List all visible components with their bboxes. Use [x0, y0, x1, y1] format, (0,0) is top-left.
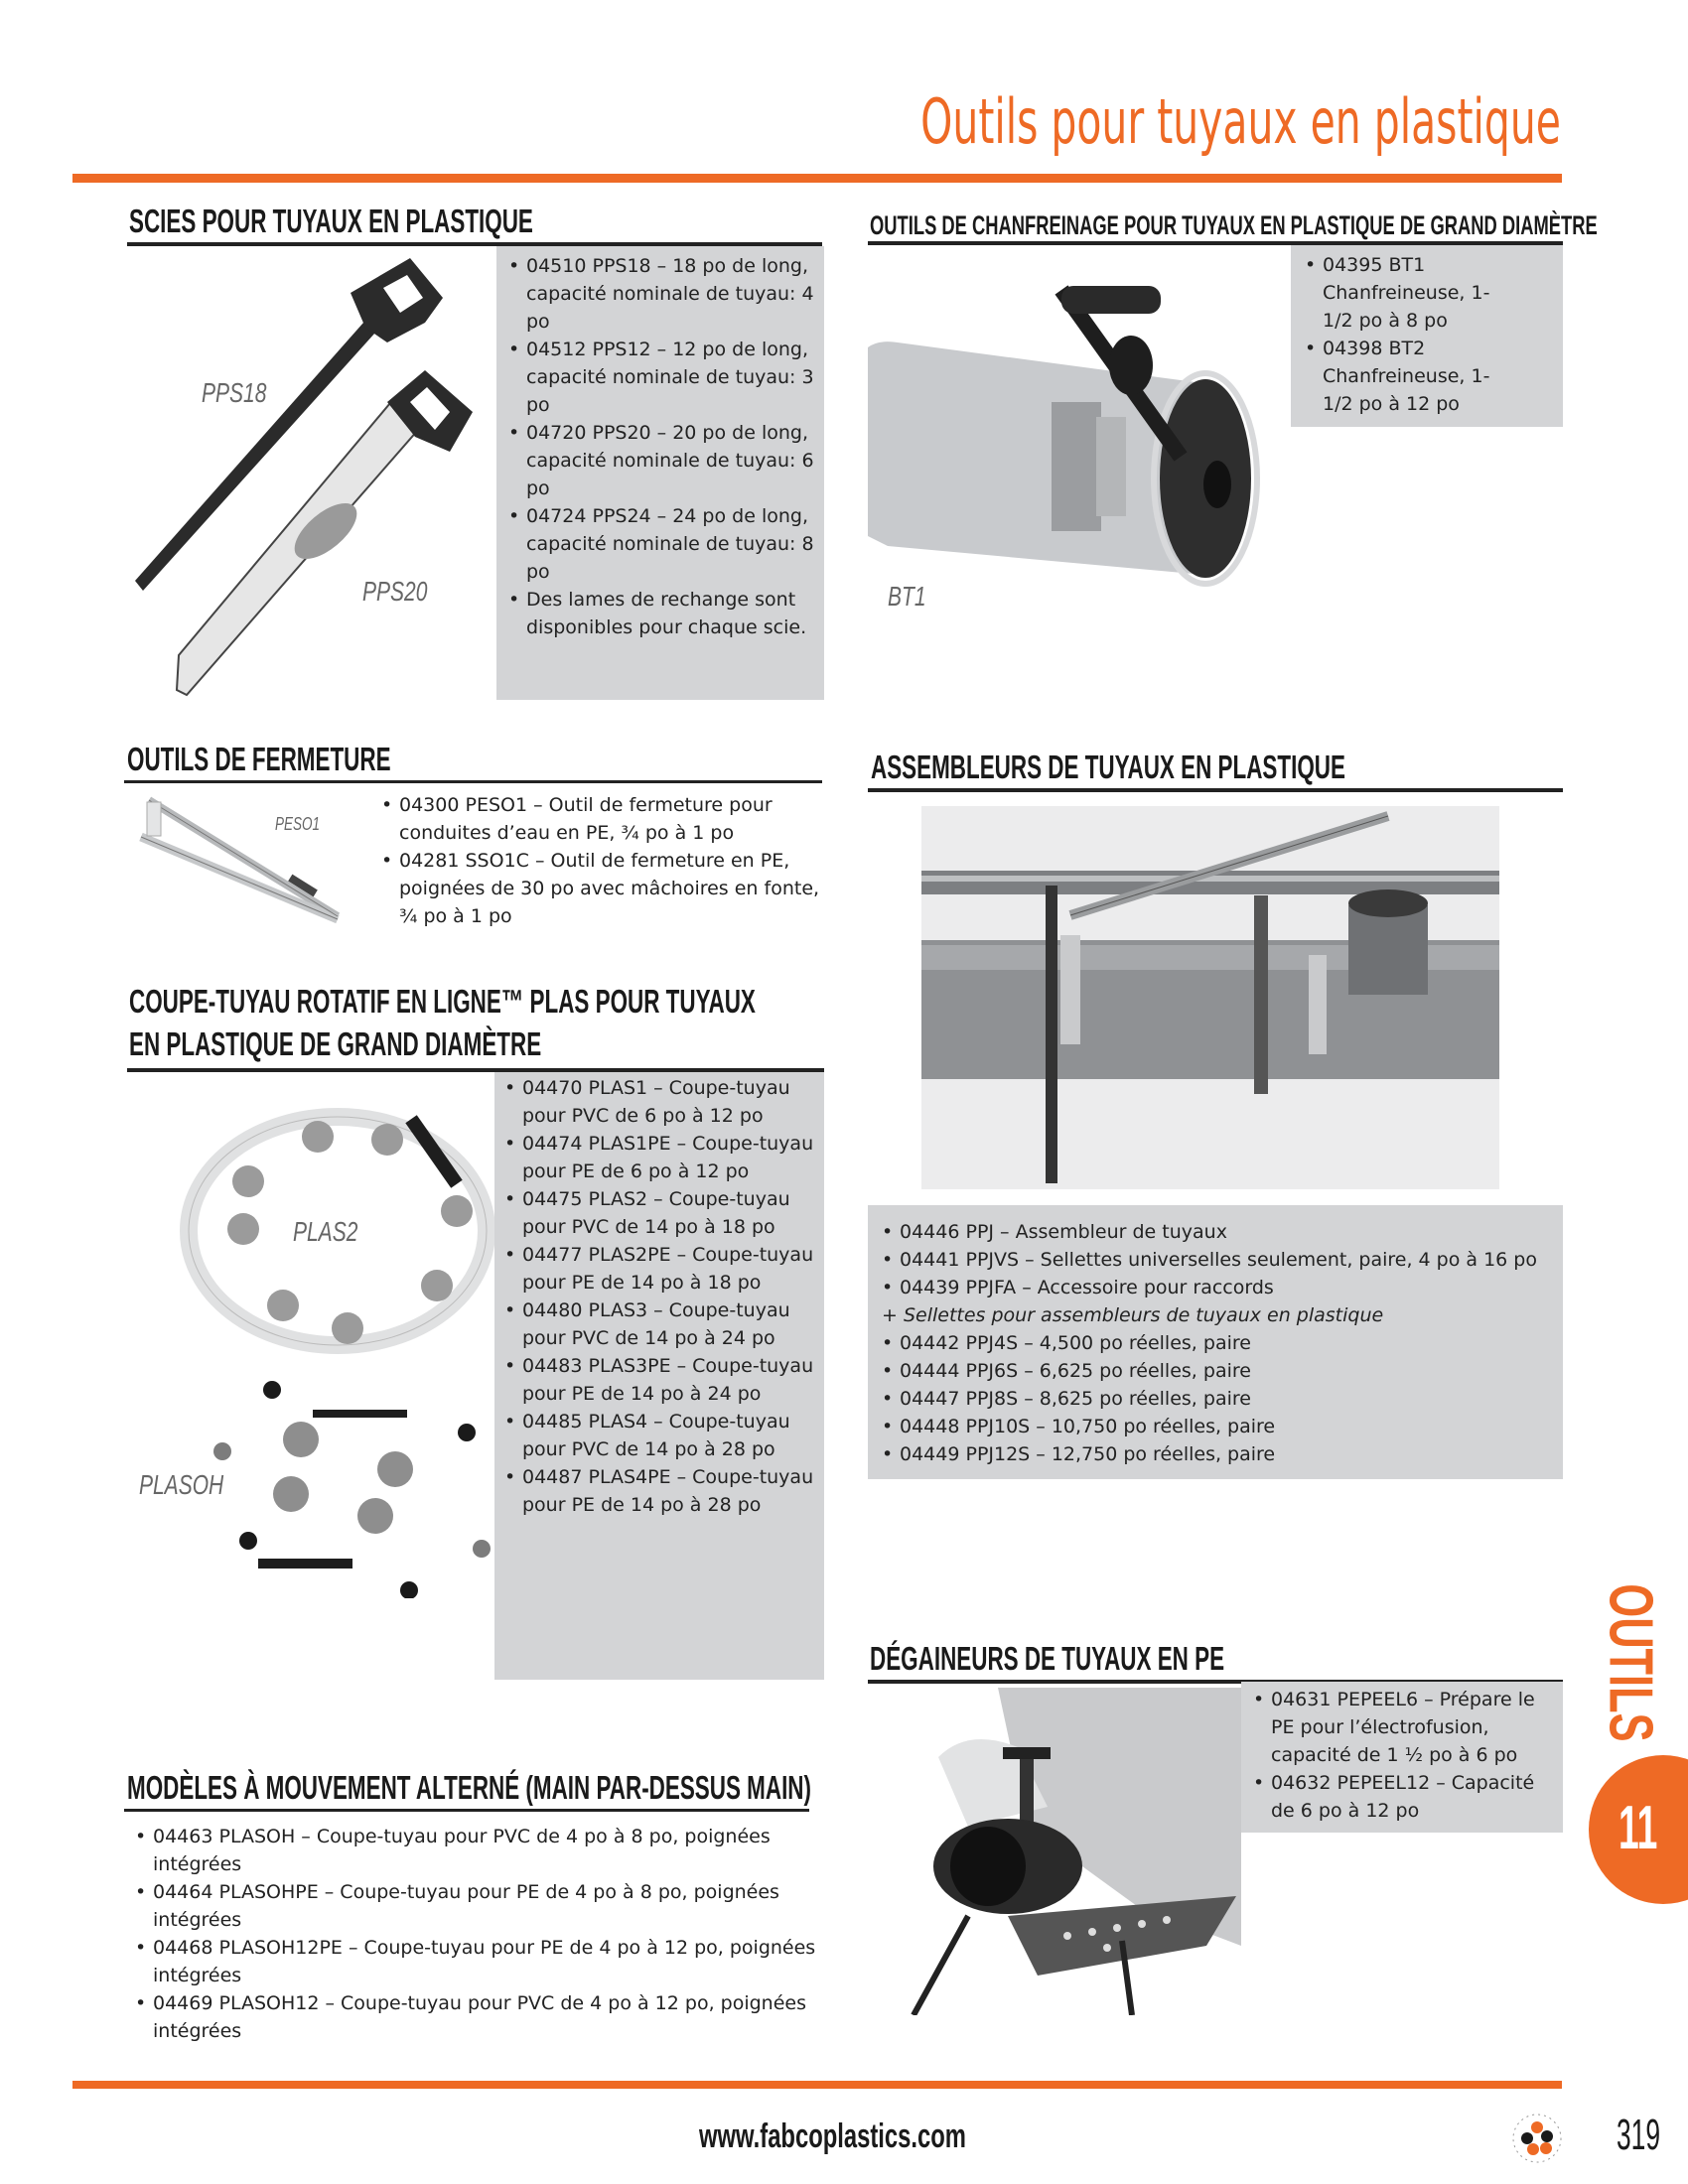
title-rule	[72, 174, 1562, 183]
list-item: • 04300 PESO1 – Outil de fermeture pour conduites d’eau en PE, ¾ po à 1 po	[377, 791, 834, 847]
saw-photo	[127, 253, 494, 700]
saws-item-list	[504, 252, 818, 641]
page-title: Outils pour tuyaux en plastique	[920, 85, 1561, 158]
chamfer-tool-illustration-icon	[868, 248, 1285, 635]
chapter-tab-label: OUTILS	[1596, 1583, 1665, 1742]
section-heading-joiners: ASSEMBLEURS DE TUYAUX EN PLASTIQUE	[871, 749, 1345, 785]
chapter-tab-badge[interactable]: 11	[1589, 1755, 1688, 1904]
pe-peeler-illustration-icon	[909, 1688, 1241, 2015]
joiners-item-box	[868, 1205, 1563, 1479]
section-heading-rotary-cutter-line1: COUPE-TUYAU ROTATIF EN LIGNE™ PLAS POUR TUYAUX	[129, 983, 756, 1020]
list-item: • 04444 PPJ6S – 6,625 po réelles, paire	[878, 1357, 1559, 1385]
photo-label-plasoh: PLASOH	[139, 1469, 224, 1500]
list-item: • 04449 PPJ12S – 12,750 po réelles, paire	[878, 1440, 1559, 1468]
hand-over-hand-item-list	[131, 1823, 826, 2045]
saws-item-box	[496, 246, 824, 700]
photo-label-pps18: PPS18	[202, 377, 267, 408]
list-item: • 04480 PLAS3 – Coupe-tuyau pour PVC de 14 po à 24 po	[500, 1297, 820, 1352]
list-item: • 04477 PLAS2PE – Coupe-tuyau pour PE de 14 po à 18 po	[500, 1241, 820, 1297]
joiners-item-list	[878, 1218, 1559, 1468]
section-heading-hand-over-hand: MODÈLES À MOUVEMENT ALTERNÉ (MAIN PAR-DESSUS MAIN)	[127, 1769, 811, 1806]
rotary-cutter-item-box	[494, 1072, 824, 1680]
list-item: • 04483 PLAS3PE – Coupe-tuyau pour PE de 14 po à 24 po	[500, 1352, 820, 1408]
list-item: • 04487 PLAS4PE – Coupe-tuyau pour PE de 14 po à 28 po	[500, 1463, 820, 1519]
list-item: • 04446 PPJ – Assembleur de tuyaux	[878, 1218, 1559, 1246]
list-item: • 04512 PPS12 – 12 po de long, capacité nominale de tuyau: 3 po	[504, 336, 818, 419]
rotary-cutter-illustration-icon	[139, 1082, 496, 1598]
section-rule	[124, 780, 822, 783]
list-item: • 04442 PPJ4S – 4,500 po réelles, paire	[878, 1329, 1559, 1357]
list-item: • 04281 SSO1C – Outil de fermeture en PE, poignées de 30 po avec mâchoires en fonte, ¾ po à 1 po	[377, 847, 834, 930]
list-item: • 04464 PLASOHPE – Coupe-tuyau pour PE de 4 po à 8 po, poignées intégrées	[131, 1878, 826, 1934]
section-rule	[868, 788, 1563, 792]
section-heading-saws: SCIES POUR TUYAUX EN PLASTIQUE	[129, 203, 533, 239]
chamfer-item-box	[1291, 245, 1563, 427]
list-item: • 04475 PLAS2 – Coupe-tuyau pour PVC de 14 po à 18 po	[500, 1185, 820, 1241]
pipe-joiner-illustration-icon	[921, 806, 1499, 1189]
list-item: • 04724 PPS24 – 24 po de long, capacité nominale de tuyau: 8 po	[504, 502, 818, 586]
list-item: • 04395 BT1 Chanfreineuse, 1-1/2 po à 8 po	[1301, 251, 1499, 335]
list-item: • 04485 PLAS4 – Coupe-tuyau pour PVC de 14 po à 28 po	[500, 1408, 820, 1463]
section-heading-peelers: DÉGAINEURS DE TUYAUX EN PE	[870, 1640, 1225, 1677]
rotary-cutter-item-list	[500, 1074, 820, 1519]
saw-illustration-icon	[127, 253, 494, 700]
page-number: 319	[1617, 2111, 1661, 2159]
list-item: • 04720 PPS20 – 20 po de long, capacité nominale de tuyau: 6 po	[504, 419, 818, 502]
section-rule	[124, 1809, 809, 1812]
photo-label-plas2: PLAS2	[293, 1216, 358, 1247]
list-item: • 04448 PPJ10S – 10,750 po réelles, paire	[878, 1413, 1559, 1440]
squeeze-off-item-block	[377, 791, 834, 930]
joiner-photo	[921, 806, 1499, 1189]
rotary-cutter-photo	[139, 1082, 496, 1598]
squeeze-off-item-list	[377, 791, 834, 930]
list-item: • 04439 PPJFA – Accessoire pour raccords	[878, 1274, 1559, 1301]
list-item: • 04469 PLASOH12 – Coupe-tuyau pour PVC de 4 po à 12 po, poignées intégrées	[131, 1989, 826, 2045]
list-item: • 04474 PLAS1PE – Coupe-tuyau pour PE de 6 po à 12 po	[500, 1130, 820, 1185]
list-item: • 04398 BT2 Chanfreineuse, 1-1/2 po à 12 po	[1301, 335, 1499, 418]
section-heading-squeeze-off: OUTILS DE FERMETURE	[127, 741, 391, 777]
photo-label-peso1: PESO1	[275, 814, 321, 834]
peeler-photo	[909, 1688, 1241, 2015]
list-item: • 04510 PPS18 – 18 po de long, capacité nominale de tuyau: 4 po	[504, 252, 818, 336]
list-item: • 04470 PLAS1 – Coupe-tuyau pour PVC de 6 po à 12 po	[500, 1074, 820, 1130]
list-item: • 04632 PEPEEL12 – Capacité de 6 po à 12 po	[1249, 1769, 1559, 1825]
list-item: • 04441 PPJVS – Sellettes universelles seulement, paire, 4 po à 16 po	[878, 1246, 1559, 1274]
photo-label-bt1: BT1	[888, 581, 926, 612]
chamfer-item-list	[1301, 251, 1499, 418]
section-heading-rotary-cutter-line2: EN PLASTIQUE DE GRAND DIAMÈTRE	[129, 1025, 542, 1062]
peelers-item-list	[1249, 1686, 1559, 1825]
section-heading-chamfer: OUTILS DE CHANFREINAGE POUR TUYAUX EN PLASTIQUE DE GRAND DIAMÈTRE	[870, 210, 1598, 240]
list-item: • 04447 PPJ8S – 8,625 po réelles, paire	[878, 1385, 1559, 1413]
list-item: • 04463 PLASOH – Coupe-tuyau pour PVC de 4 po à 8 po, poignées intégrées	[131, 1823, 826, 1878]
fabco-logo-icon	[1511, 2111, 1563, 2166]
squeeze-off-tool-illustration-icon	[139, 792, 357, 931]
footer-website-link[interactable]: www.fabcoplastics.com	[699, 2117, 966, 2155]
photo-label-pps20: PPS20	[362, 576, 428, 607]
peelers-item-box	[1241, 1682, 1563, 1833]
list-item: • Des lames de rechange sont disponibles pour chaque scie.	[504, 586, 818, 641]
list-item: • 04468 PLASOH12PE – Coupe-tuyau pour PE de 4 po à 12 po, poignées intégrées	[131, 1934, 826, 1989]
squeeze-off-photo	[139, 792, 357, 931]
footer-rule	[72, 2081, 1562, 2089]
hand-over-hand-item-block	[131, 1823, 846, 2045]
chamfer-photo	[868, 248, 1285, 635]
saddles-note: + Sellettes pour assembleurs de tuyaux en plastique	[882, 1304, 1384, 1326]
list-item: • 04631 PEPEEL6 – Prépare le PE pour l’électrofusion, capacité de 1 ½ po à 6 po	[1249, 1686, 1559, 1769]
